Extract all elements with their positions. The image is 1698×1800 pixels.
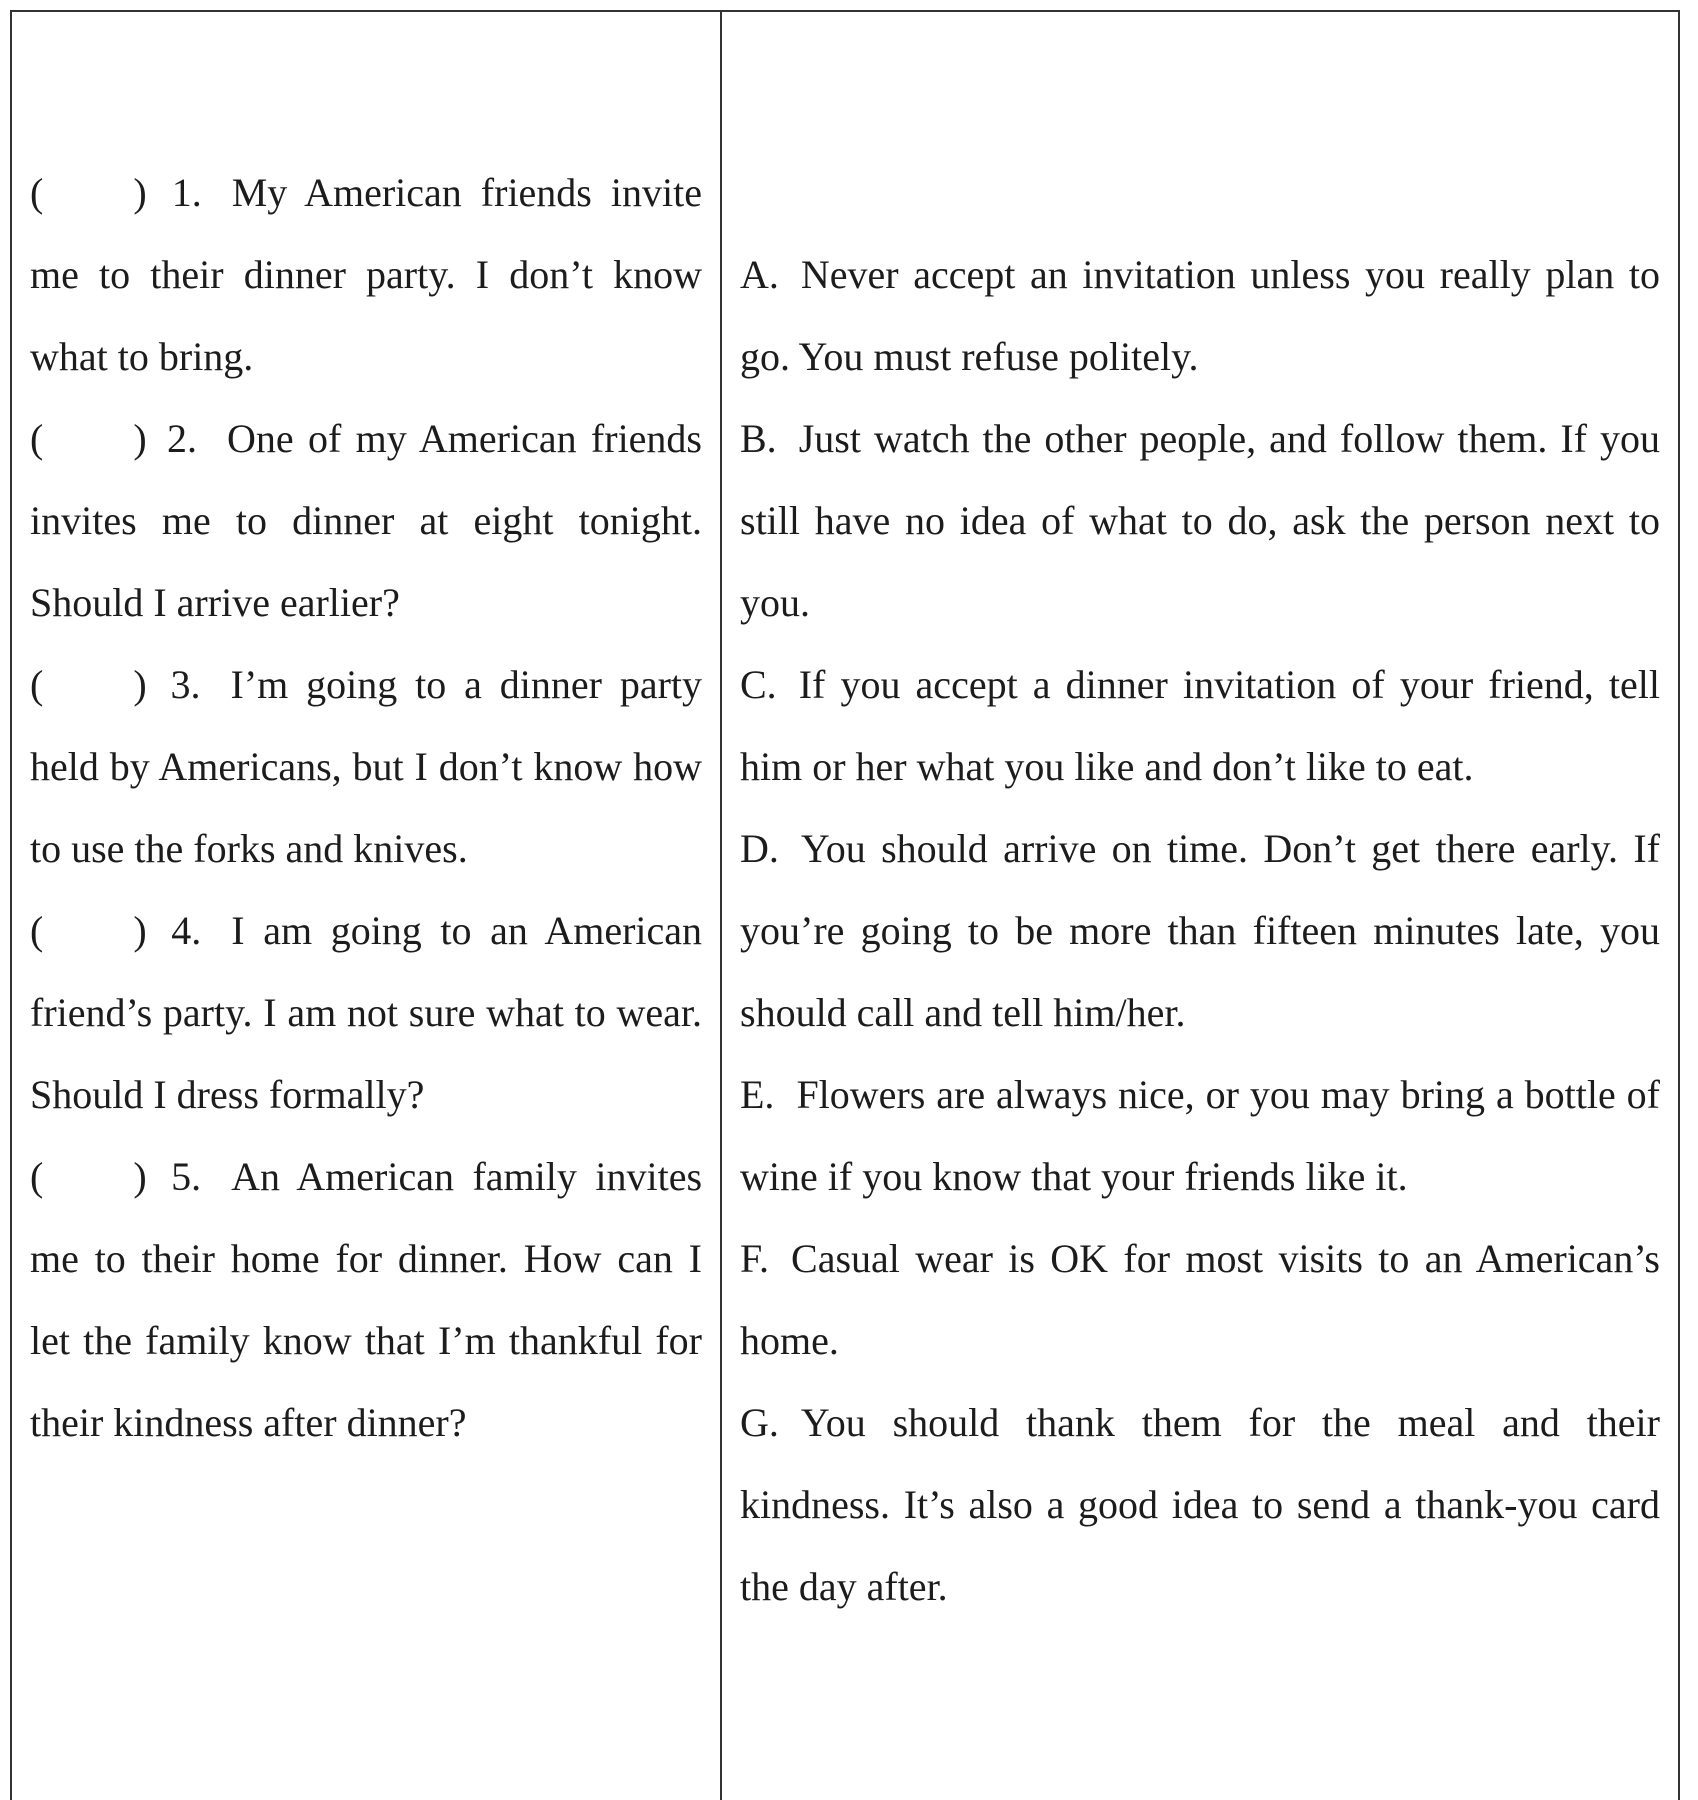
answer-paren-open: ( [30,1154,44,1199]
questions-column [30,12,702,1464]
answer-paren-open: ( [30,908,44,953]
options-column [740,12,1660,1628]
question-number: 3. [170,662,201,707]
answer-paren-open: ( [30,416,44,461]
option-letter: A. [740,252,779,297]
question-item [30,398,702,644]
answer-paren-close: ) [133,416,147,461]
question-text: I’m going to a dinner party held by Americans, but I don’t know how to use the forks and knives. [30,662,703,871]
option-text: You should thank them for the meal and their kindness. It’s also a good idea to send a thank-you card the day after. [740,1400,1660,1609]
question-item [30,1136,702,1464]
answer-paren-close: ) [133,908,147,953]
option-text: If you accept a dinner invitation of your friend, tell him or her what you like and don’t like to eat. [740,662,1660,789]
question-number: 5. [171,1154,202,1199]
option-text: Just watch the other people, and follow them. If you still have no idea of what to do, ask the person next to you. [740,416,1660,625]
option-item [740,808,1660,1054]
answer-paren-open: ( [30,662,44,707]
option-letter: E. [740,1072,775,1117]
option-letter: B. [740,416,777,461]
question-text: I am going to an American friend’s party. I am not sure what to wear. Should I dress formally? [30,908,703,1117]
question-number: 4. [171,908,202,953]
option-letter: D. [740,826,779,871]
option-letter: G. [740,1400,779,1445]
option-text: You should arrive on time. Don’t get there early. If you’re going to be more than fifteen minutes late, you should call and tell him/her. [740,826,1660,1035]
question-item [30,890,702,1136]
option-text: Casual wear is OK for most visits to an American’s home. [740,1236,1660,1363]
question-text: My American friends invite me to their dinner party. I don’t know what to bring. [30,170,702,379]
question-text: One of my American friends invites me to dinner at eight tonight. Should I arrive earlier? [30,416,702,625]
option-item [740,1218,1660,1382]
column-divider [720,12,722,1800]
question-number: 1. [171,170,202,215]
question-number: 2. [167,416,197,461]
option-item [740,398,1660,644]
option-letter: F. [740,1236,770,1281]
matching-table [10,10,1680,1800]
option-text: Never accept an invitation unless you really plan to go. You must refuse politely. [740,252,1660,379]
answer-paren-close: ) [133,1154,147,1199]
option-item [740,644,1660,808]
option-item [740,1382,1660,1628]
option-item [740,1054,1660,1218]
option-item [740,234,1660,398]
question-item [30,152,702,398]
answer-paren-close: ) [133,662,147,707]
question-item [30,644,702,890]
option-text: Flowers are always nice, or you may bring a bottle of wine if you know that your friends like it. [740,1072,1660,1199]
question-text: An American family invites me to their home for dinner. How can I let the family know that I’m thankful for their kindness after dinner? [30,1154,703,1445]
option-letter: C. [740,662,777,707]
answer-paren-close: ) [133,170,147,215]
answer-paren-open: ( [30,170,44,215]
